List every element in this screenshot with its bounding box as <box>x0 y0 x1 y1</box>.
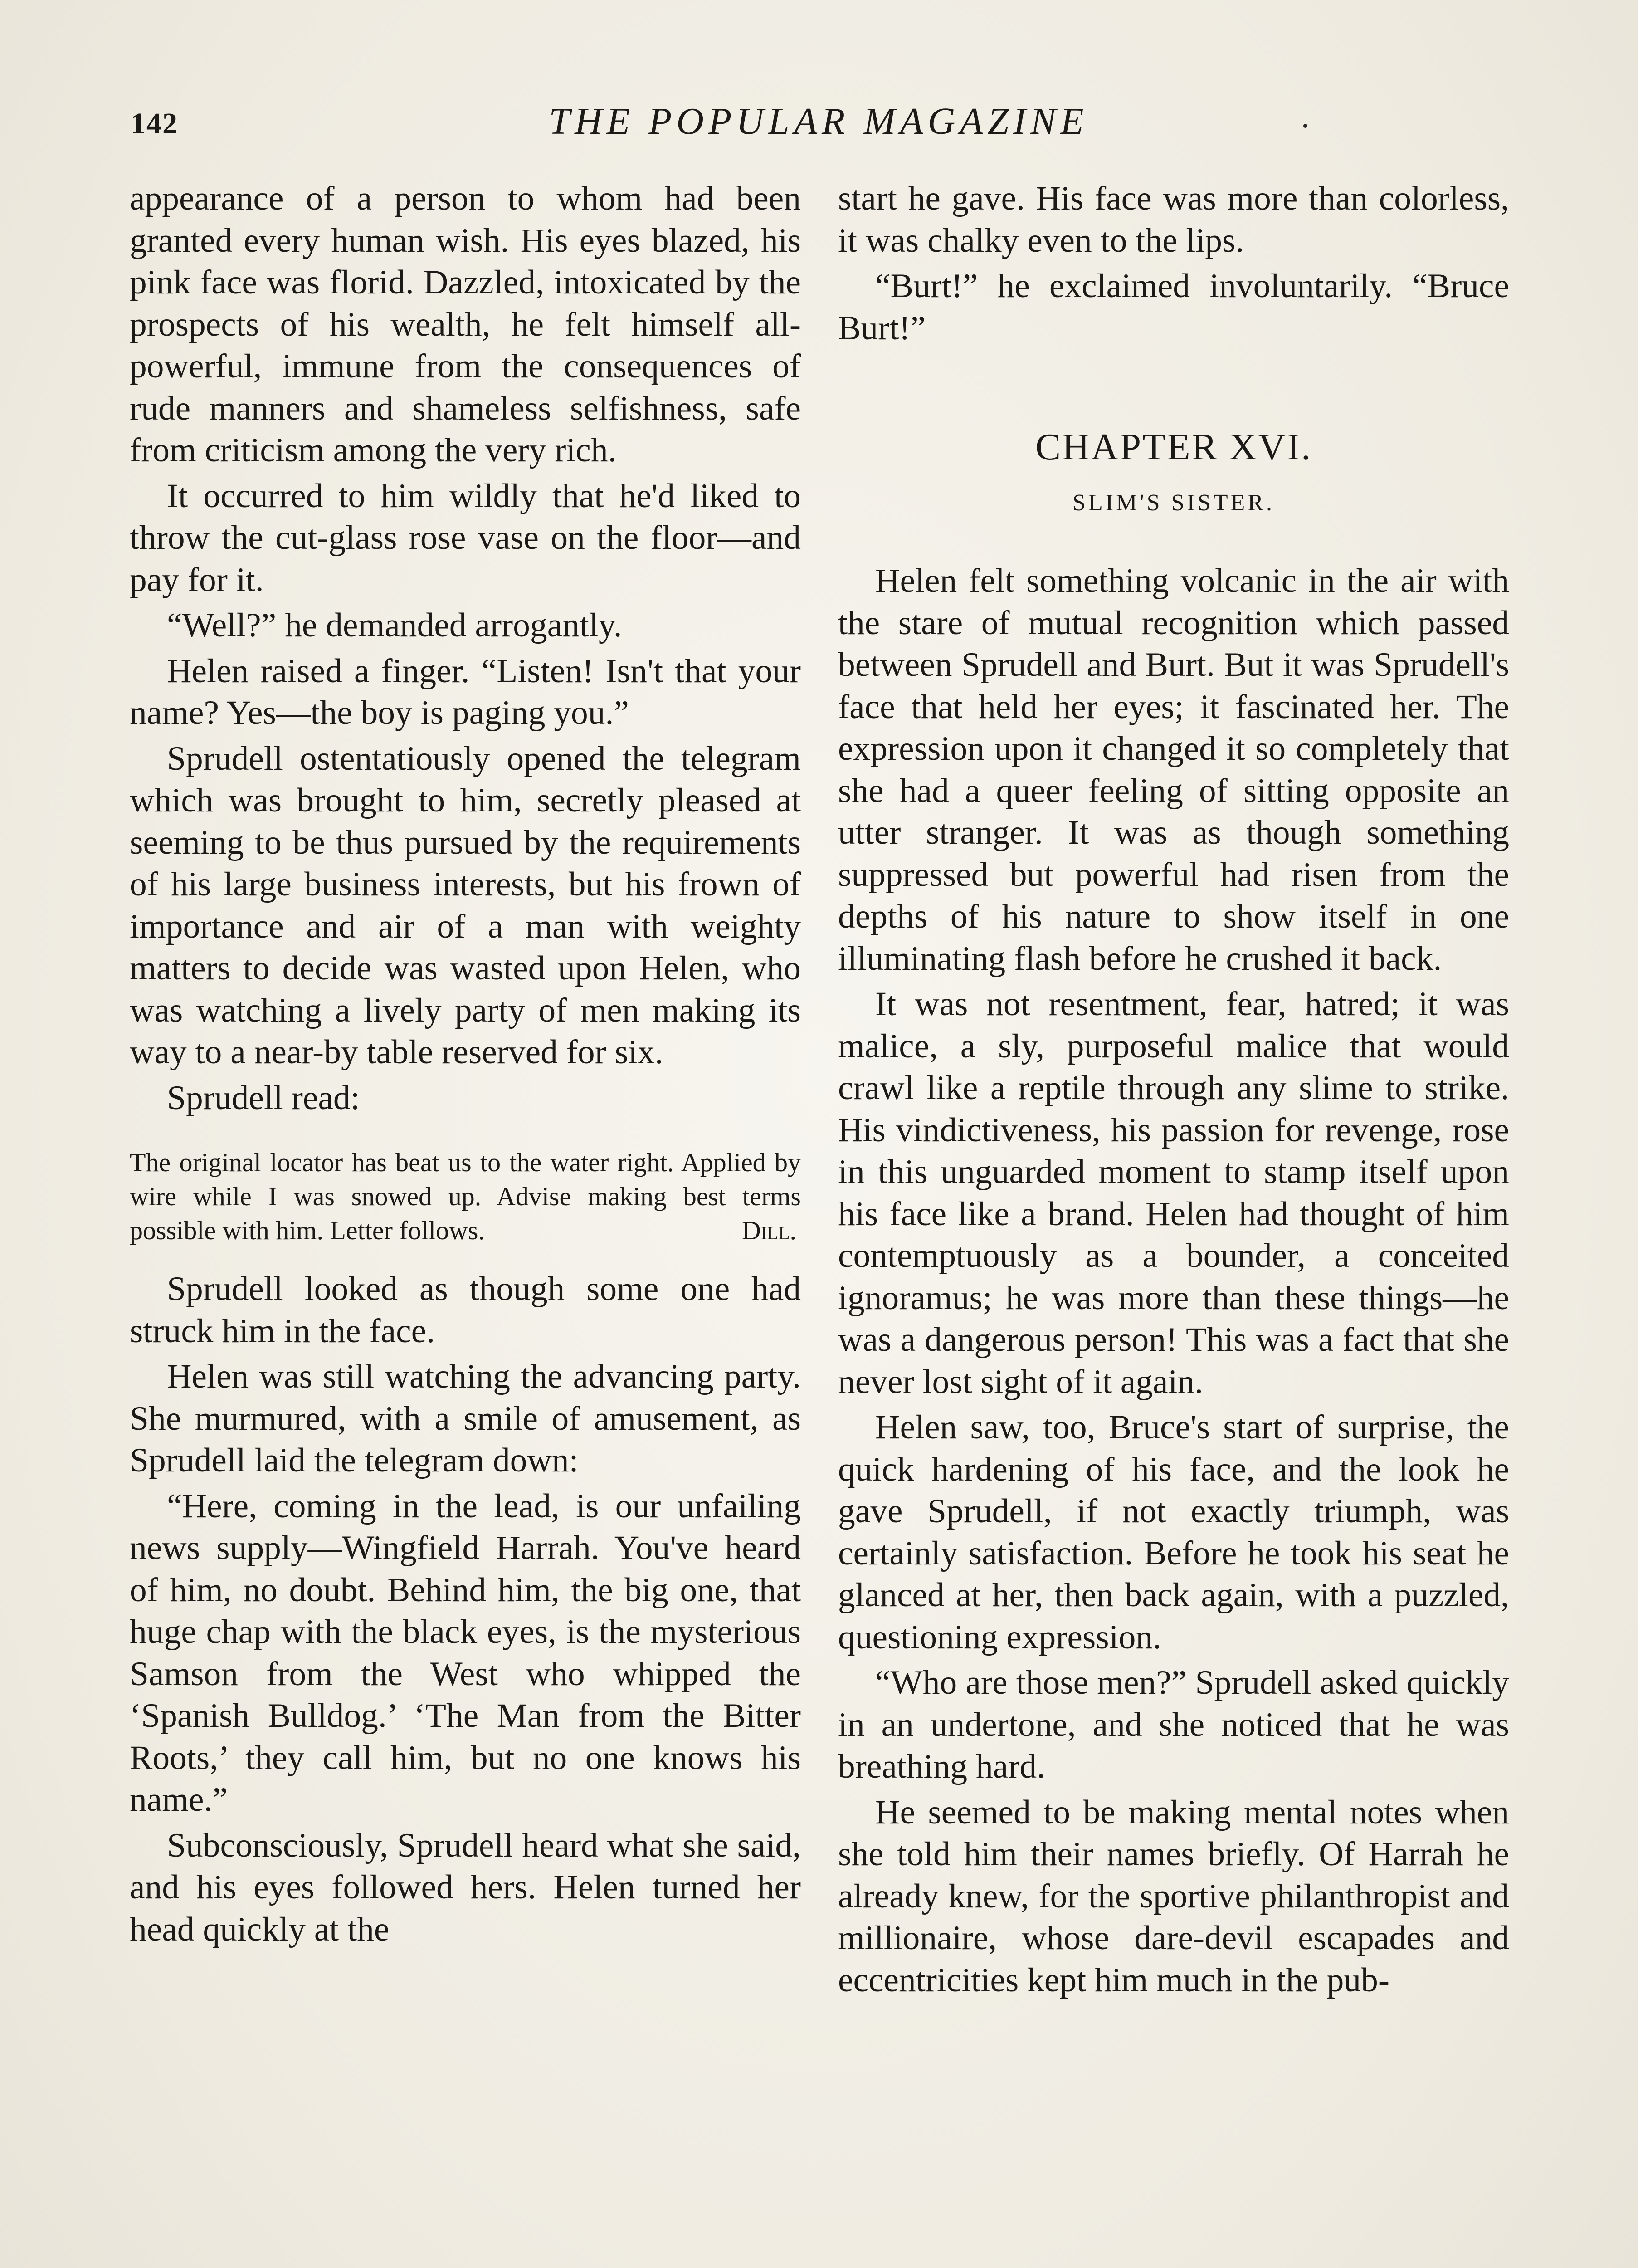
paragraph: Helen felt something volcanic in the air with the stare of mutual recognition which passed between Sprudell and Burt. But it was Sprudell's face that held her eyes; it fascinated her. The expression upon it changed it so completely that she had a queer feeling of sitting opposite an utter stranger. It was as though something suppressed but powerful had risen from the depths of his nature to show itself in one illuminating flash before he crushed it back. <box>838 562 1509 978</box>
paragraph: Sprudell read: <box>167 1079 360 1117</box>
paragraph: “Here, coming in the lead, is our unfailing news supply—Wingfield Harrah. You've heard of him, no doubt. Behind him, the big one, that huge chap with the black eyes, is the mysterious Samson from the West who whipped the ‘Spanish Bulldog.’ ‘The Man from the Bitter Roots,’ they call him, but no one knows his name.” <box>130 1487 801 1818</box>
paragraph: “Who are those men?” Sprudell asked quickly in an undertone, and she noticed that he was breathing hard. <box>838 1664 1509 1785</box>
paragraph: Subconsciously, Sprudell heard what she said, and his eyes followed hers. Helen turned her head quickly at the <box>130 1826 801 1948</box>
paragraph: Helen raised a finger. “Listen! Isn't that your name? Yes—the boy is paging you.” <box>130 652 801 732</box>
magazine-title: THE POPULAR MAGAZINE <box>549 100 1088 142</box>
chapter-title: CHAPTER XVI. <box>1035 426 1312 468</box>
chapter-subtitle: SLIM'S SISTER. <box>1072 489 1275 516</box>
print-speck <box>1303 124 1307 128</box>
paragraph: Helen saw, too, Bruce's start of surprise, the quick hardening of his face, and the look he gave Sprudell, if not exactly triumph, was certainly satisfaction. Before he took his seat he glanced at her, then back again, with a puzzled, questioning expression. <box>838 1408 1509 1656</box>
paragraph: He seemed to be making mental notes when she told him their names briefly. Of Harrah he already knew, for the sportive philanthropist and millionaire, whose dare-devil escapades and eccentricities kept him much in the pub- <box>838 1793 1509 1999</box>
paragraph: appearance of a person to whom had been granted every human wish. His eyes blazed, his pink face was florid. Dazzled, intoxicated by the prospects of his wealth, he felt himself all-powerful, immune from the consequences of rude manners and shameless selfishness, safe from criticism among the very rich. <box>130 180 801 469</box>
right-column <box>838 178 1509 2005</box>
paragraph: start he gave. His face was more than colorless, it was chalky even to the lips. <box>838 180 1509 259</box>
paragraph: It occurred to him wildly that he'd liked to throw the cut-glass rose vase on the floor—and pay for it. <box>130 477 801 599</box>
paragraph: “Well?” he demanded arrogantly. <box>167 606 622 644</box>
paragraph: It was not resentment, fear, hatred; it was malice, a sly, purposeful malice that would crawl like a reptile through any slime to strike. His vindictiveness, his passion for revenge, rose in this unguarded moment to stamp itself upon his face like a brand. Helen had thought of him contemptuously as a bounder, a conceited ignoramus; he was more than these things—he was a dangerous person! This was a fact that she never lost sight of it again. <box>838 985 1509 1401</box>
left-column <box>130 178 801 1954</box>
paragraph: Sprudell ostentatiously opened the telegram which was brought to him, secretly pleased at seeming to be thus pursued by the requirements of his large business interests, but his frown of importance and air of a man with weighty matters to decide was wasted upon Helen, who was watching a lively party of men making its way to a near-by table reserved for six. <box>130 739 801 1071</box>
paragraph: “Burt!” he exclaimed involuntarily. “Bruce Burt!” <box>838 267 1509 347</box>
telegram-signature: Dill. <box>741 1216 796 1245</box>
running-header <box>127 93 1510 147</box>
page-number: 142 <box>131 107 178 140</box>
telegram-text: The original locator has beat us to the water right. Applied by wire while I was snowed up. Advise making best terms possible with him. Letter follows. <box>130 1148 801 1245</box>
paragraph: Helen was still watching the advancing party. She murmured, with a smile of amusement, as Sprudell laid the telegram down: <box>130 1358 801 1479</box>
paragraph: Sprudell looked as though some one had struck him in the face. <box>130 1270 801 1350</box>
telegram-quote <box>130 1145 801 1247</box>
